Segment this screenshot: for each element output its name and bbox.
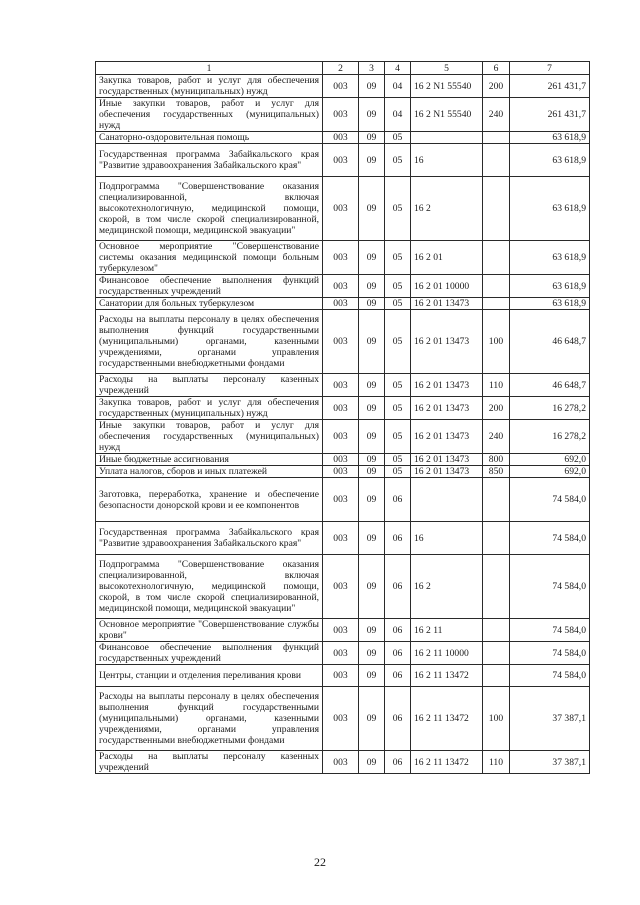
expense-type: 110 [483,374,510,397]
amount: 63 618,9 [510,275,590,298]
target-article: 16 2 [411,177,483,241]
subsection-code: 06 [385,555,411,619]
header-cell: 2 [323,62,359,75]
expense-type [483,132,510,144]
expense-type [483,144,510,177]
admin-code: 003 [323,642,359,665]
table-row [96,555,590,619]
section-code: 09 [359,132,385,144]
admin-code: 003 [323,298,359,310]
table-row [96,665,590,687]
admin-code: 003 [323,75,359,98]
target-article: 16 2 11 13472 [411,665,483,687]
admin-code: 003 [323,310,359,374]
header-cell: 1 [96,62,323,75]
table-row [96,75,590,98]
target-article: 16 2 01 [411,241,483,275]
section-code: 09 [359,420,385,454]
target-article [411,132,483,144]
table-row [96,420,590,454]
expense-type [483,241,510,275]
amount: 16 278,2 [510,397,590,420]
table-row [96,275,590,298]
table-row [96,241,590,275]
section-code: 09 [359,310,385,374]
amount: 74 584,0 [510,642,590,665]
table-row [96,310,590,374]
table-row [96,687,590,751]
expense-type [483,665,510,687]
target-article: 16 2 01 13473 [411,397,483,420]
subsection-code: 06 [385,665,411,687]
subsection-code: 06 [385,619,411,642]
amount: 63 618,9 [510,177,590,241]
subsection-code: 05 [385,144,411,177]
table-row [96,132,590,144]
subsection-code: 06 [385,522,411,555]
row-name: Государственная программа Забайкальского края "Развитие здравоохранения Забайкальского края" [96,144,323,177]
budget-table [95,61,590,774]
admin-code: 003 [323,687,359,751]
admin-code: 003 [323,478,359,522]
amount: 63 618,9 [510,241,590,275]
amount: 74 584,0 [510,619,590,642]
expense-type [483,642,510,665]
amount: 74 584,0 [510,522,590,555]
subsection-code: 06 [385,478,411,522]
row-name: Подпрограмма "Совершенствование оказания специализированной, включая высокотехнологичную, медицинской помощи, скорой, в том числе скорой специализированной, медицинской помощи, медицинской эвакуации" [96,555,323,619]
section-code: 09 [359,177,385,241]
row-name: Заготовка, переработка, хранение и обеспечение безопасности донорской крови и ее компонентов [96,478,323,522]
subsection-code: 05 [385,132,411,144]
header-cell: 5 [411,62,483,75]
expense-type [483,522,510,555]
table-row [96,144,590,177]
target-article: 16 2 01 13473 [411,310,483,374]
amount: 46 648,7 [510,310,590,374]
subsection-code: 05 [385,454,411,466]
section-code: 09 [359,98,385,132]
table-row [96,751,590,774]
table-row [96,642,590,665]
section-code: 09 [359,619,385,642]
target-article: 16 2 01 13473 [411,298,483,310]
target-article: 16 2 N1 55540 [411,98,483,132]
target-article: 16 2 11 13472 [411,687,483,751]
admin-code: 003 [323,397,359,420]
section-code: 09 [359,522,385,555]
target-article: 16 2 01 13473 [411,374,483,397]
header-cell: 3 [359,62,385,75]
subsection-code: 05 [385,466,411,478]
admin-code: 003 [323,132,359,144]
subsection-code: 05 [385,241,411,275]
expense-type: 110 [483,751,510,774]
target-article: 16 2 11 [411,619,483,642]
target-article: 16 2 11 13472 [411,751,483,774]
target-article: 16 2 01 10000 [411,275,483,298]
row-name: Уплата налогов, сборов и иных платежей [96,466,323,478]
subsection-code: 05 [385,397,411,420]
row-name: Закупка товаров, работ и услуг для обеспечения государственных (муниципальных) нужд [96,397,323,420]
section-code: 09 [359,687,385,751]
header-cell: 4 [385,62,411,75]
section-code: 09 [359,241,385,275]
section-code: 09 [359,466,385,478]
table-row [96,454,590,466]
subsection-code: 06 [385,687,411,751]
section-code: 09 [359,75,385,98]
target-article: 16 2 01 13473 [411,420,483,454]
amount: 74 584,0 [510,478,590,522]
row-name: Основное мероприятие "Совершенствование системы оказания медицинской помощи больным туберкулезом" [96,241,323,275]
amount: 37 387,1 [510,751,590,774]
subsection-code: 05 [385,310,411,374]
row-name: Расходы на выплаты персоналу казенных учреждений [96,751,323,774]
subsection-code: 05 [385,177,411,241]
row-name: Финансовое обеспечение выполнения функций государственных учреждений [96,275,323,298]
row-name: Расходы на выплаты персоналу казенных учреждений [96,374,323,397]
subsection-code: 05 [385,275,411,298]
expense-type: 800 [483,454,510,466]
row-name: Расходы на выплаты персоналу в целях обеспечения выполнения функций государственными (муниципальными) органами, казенными учреждениями, органами управления государственными внебюджетными фондами [96,310,323,374]
section-code: 09 [359,642,385,665]
target-article: 16 2 N1 55540 [411,75,483,98]
admin-code: 003 [323,177,359,241]
admin-code: 003 [323,454,359,466]
subsection-code: 05 [385,420,411,454]
expense-type: 850 [483,466,510,478]
admin-code: 003 [323,98,359,132]
expense-type: 240 [483,98,510,132]
row-name: Иные бюджетные ассигнования [96,454,323,466]
amount: 46 648,7 [510,374,590,397]
admin-code: 003 [323,374,359,397]
admin-code: 003 [323,665,359,687]
expense-type: 240 [483,420,510,454]
section-code: 09 [359,397,385,420]
subsection-code: 06 [385,642,411,665]
target-article [411,478,483,522]
expense-type [483,478,510,522]
section-code: 09 [359,555,385,619]
subsection-code: 04 [385,98,411,132]
row-name: Иные закупки товаров, работ и услуг для обеспечения государственных (муниципальных) нужд [96,420,323,454]
expense-type: 100 [483,687,510,751]
admin-code: 003 [323,751,359,774]
subsection-code: 04 [385,75,411,98]
admin-code: 003 [323,420,359,454]
row-name: Государственная программа Забайкальского края "Развитие здравоохранения Забайкальского края" [96,522,323,555]
table-row [96,177,590,241]
row-name: Основное мероприятие "Совершенствование службы крови" [96,619,323,642]
subsection-code: 05 [385,298,411,310]
header-cell: 6 [483,62,510,75]
amount: 63 618,9 [510,298,590,310]
page-number: 22 [314,855,326,869]
table-row [96,466,590,478]
target-article: 16 2 11 10000 [411,642,483,665]
section-code: 09 [359,478,385,522]
amount: 16 278,2 [510,420,590,454]
amount: 63 618,9 [510,132,590,144]
expense-type [483,619,510,642]
amount: 74 584,0 [510,555,590,619]
amount: 63 618,9 [510,144,590,177]
target-article: 16 [411,522,483,555]
amount: 692,0 [510,466,590,478]
expense-type: 200 [483,75,510,98]
target-article: 16 [411,144,483,177]
amount: 37 387,1 [510,687,590,751]
row-name: Расходы на выплаты персоналу в целях обеспечения выполнения функций государственными (муниципальными) органами, казенными учреждениями, органами управления государственными внебюджетными фондами [96,687,323,751]
amount: 74 584,0 [510,665,590,687]
subsection-code: 06 [385,751,411,774]
admin-code: 003 [323,555,359,619]
admin-code: 003 [323,275,359,298]
section-code: 09 [359,665,385,687]
row-name: Центры, станции и отделения переливания крови [96,665,323,687]
table-row [96,374,590,397]
amount: 261 431,7 [510,75,590,98]
expense-type: 200 [483,397,510,420]
row-name: Иные закупки товаров, работ и услуг для обеспечения государственных (муниципальных) нужд [96,98,323,132]
header-cell: 7 [510,62,590,75]
row-name: Подпрограмма "Совершенствование оказания специализированной, включая высокотехнологичную, медицинской помощи, скорой, в том числе скорой специализированной, медицинской помощи, медицинской эвакуации" [96,177,323,241]
table-row [96,619,590,642]
admin-code: 003 [323,466,359,478]
section-code: 09 [359,374,385,397]
table-row [96,522,590,555]
table-row [96,397,590,420]
section-code: 09 [359,298,385,310]
expense-type: 100 [483,310,510,374]
admin-code: 003 [323,522,359,555]
row-name: Финансовое обеспечение выполнения функций государственных учреждений [96,642,323,665]
table-row [96,478,590,522]
expense-type [483,298,510,310]
header-row [96,62,590,75]
row-name: Закупка товаров, работ и услуг для обеспечения государственных (муниципальных) нужд [96,75,323,98]
admin-code: 003 [323,144,359,177]
subsection-code: 05 [385,374,411,397]
section-code: 09 [359,454,385,466]
expense-type [483,275,510,298]
amount: 261 431,7 [510,98,590,132]
target-article: 16 2 01 13473 [411,454,483,466]
table-row [96,298,590,310]
admin-code: 003 [323,241,359,275]
target-article: 16 2 [411,555,483,619]
admin-code: 003 [323,619,359,642]
table-row [96,98,590,132]
row-name: Санаторно-оздоровительная помощь [96,132,323,144]
expense-type [483,177,510,241]
amount: 692,0 [510,454,590,466]
section-code: 09 [359,144,385,177]
expense-type [483,555,510,619]
target-article: 16 2 01 13473 [411,466,483,478]
section-code: 09 [359,275,385,298]
section-code: 09 [359,751,385,774]
row-name: Санатории для больных туберкулезом [96,298,323,310]
table-body [96,75,590,774]
